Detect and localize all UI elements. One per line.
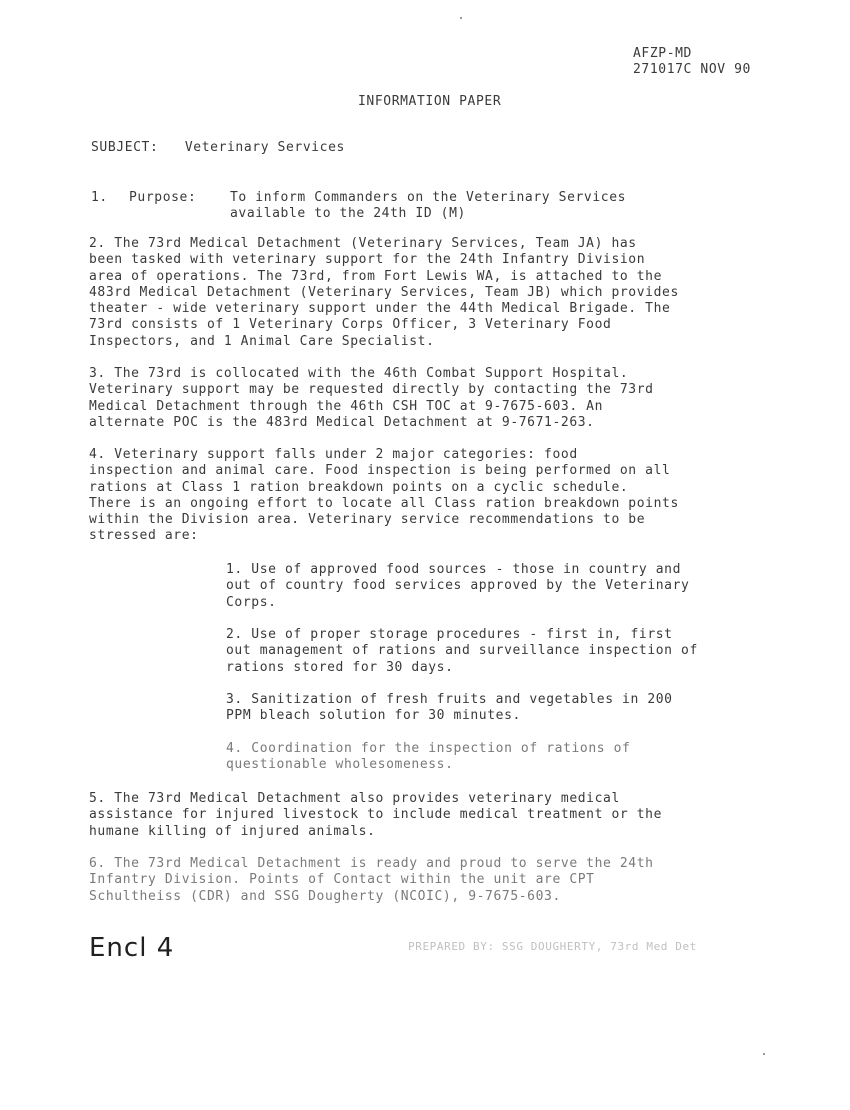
purpose-text bbox=[230, 190, 626, 223]
date-time-group: 271017C NOV 90 bbox=[633, 62, 751, 77]
recommendation-line: 3. Sanitization of fresh fruits and vegetables in 200 bbox=[226, 692, 673, 707]
paragraph-line: There is an ongoing effort to locate all Class ration breakdown points bbox=[89, 495, 679, 511]
purpose-number: 1. bbox=[91, 190, 108, 205]
paragraph-line: Inspectors, and 1 Animal Care Specialist. bbox=[89, 333, 435, 349]
paragraph-line: Veterinary support may be requested directly by contacting the 73rd bbox=[89, 382, 654, 398]
paragraph-line: within the Division area. Veterinary service recommendations to be bbox=[89, 512, 646, 528]
scan-speck bbox=[763, 1053, 765, 1055]
paragraph-line: been tasked with veterinary support for the 24th Infantry Division bbox=[89, 252, 646, 268]
recommendation-4 bbox=[226, 741, 630, 774]
paragraph-6 bbox=[89, 856, 654, 905]
paragraph-line: 73rd consists of 1 Veterinary Corps Officer, 3 Veterinary Food bbox=[89, 317, 612, 333]
recommendation-line: rations stored for 30 days. bbox=[226, 659, 454, 675]
page-title: INFORMATION PAPER bbox=[358, 94, 502, 109]
scan-speck bbox=[460, 17, 462, 19]
prepared-by-footer: PREPARED BY: SSG DOUGHERTY, 73rd Med Det bbox=[408, 940, 697, 953]
paragraph-line: assistance for injured livestock to include medical treatment or the bbox=[89, 807, 663, 823]
paragraph-line: Infantry Division. Points of Contact within the unit are CPT bbox=[89, 872, 595, 888]
paragraph-line: 3. The 73rd is collocated with the 46th Combat Support Hospital. bbox=[89, 366, 629, 381]
subject-line bbox=[91, 140, 345, 156]
recommendation-line: 2. Use of proper storage procedures - first in, first bbox=[226, 627, 673, 642]
paragraph-line: theater - wide veterinary support under the 44th Medical Brigade. The bbox=[89, 301, 671, 317]
recommendation-line: out of country food services approved by the Veterinary bbox=[226, 578, 690, 594]
paragraph-line: humane killing of injured animals. bbox=[89, 823, 376, 839]
purpose-label: Purpose: bbox=[129, 190, 197, 205]
recommendation-line: Corps. bbox=[226, 594, 277, 610]
paragraph-line: 5. The 73rd Medical Detachment also provides veterinary medical bbox=[89, 791, 620, 806]
paragraph-line: Medical Detachment through the 46th CSH TOC at 9-7675-603. An bbox=[89, 398, 604, 414]
recommendation-line: out management of rations and surveillance inspection of bbox=[226, 643, 698, 659]
recommendation-3 bbox=[226, 692, 673, 725]
paragraph-4 bbox=[89, 447, 679, 545]
paragraph-line: 2. The 73rd Medical Detachment (Veterinary Services, Team JA) has bbox=[89, 236, 637, 251]
paragraph-line: alternate POC is the 483rd Medical Detachment at 9-7671-263. bbox=[89, 414, 595, 430]
recommendation-line: 4. Coordination for the inspection of rations of bbox=[226, 741, 631, 756]
recommendation-line: 1. Use of approved food sources - those in country and bbox=[226, 562, 682, 577]
paragraph-line: inspection and animal care. Food inspection is being performed on all bbox=[89, 463, 671, 479]
paragraph-2 bbox=[89, 236, 679, 350]
paragraph-5 bbox=[89, 791, 662, 840]
recommendation-2 bbox=[226, 627, 698, 676]
subject-text: Veterinary Services bbox=[184, 140, 345, 155]
recommendation-line: PPM bleach solution for 30 minutes. bbox=[226, 708, 521, 724]
subject-label: SUBJECT: bbox=[91, 140, 159, 155]
paragraph-line: Schultheiss (CDR) and SSG Dougherty (NCOIC), 9-7675-603. bbox=[89, 888, 561, 904]
paragraph-line: stressed are: bbox=[89, 528, 199, 544]
purpose-line: available to the 24th ID (M) bbox=[230, 206, 466, 222]
enclosure-mark: Encl 4 bbox=[89, 933, 175, 963]
paragraph-line: 6. The 73rd Medical Detachment is ready and proud to serve the 24th bbox=[89, 856, 654, 871]
paragraph-line: 4. Veterinary support falls under 2 major categories: food bbox=[89, 447, 578, 462]
paragraph-line: 483rd Medical Detachment (Veterinary Services, Team JB) which provides bbox=[89, 284, 679, 300]
office-symbol: AFZP-MD bbox=[633, 46, 692, 61]
recommendation-line: questionable wholesomeness. bbox=[226, 757, 454, 773]
paragraph-line: rations at Class 1 ration breakdown points on a cyclic schedule. bbox=[89, 479, 629, 495]
purpose-line: To inform Commanders on the Veterinary Services bbox=[230, 190, 627, 205]
paragraph-3 bbox=[89, 366, 654, 431]
paragraph-line: area of operations. The 73rd, from Fort Lewis WA, is attached to the bbox=[89, 268, 663, 284]
recommendation-1 bbox=[226, 562, 689, 611]
